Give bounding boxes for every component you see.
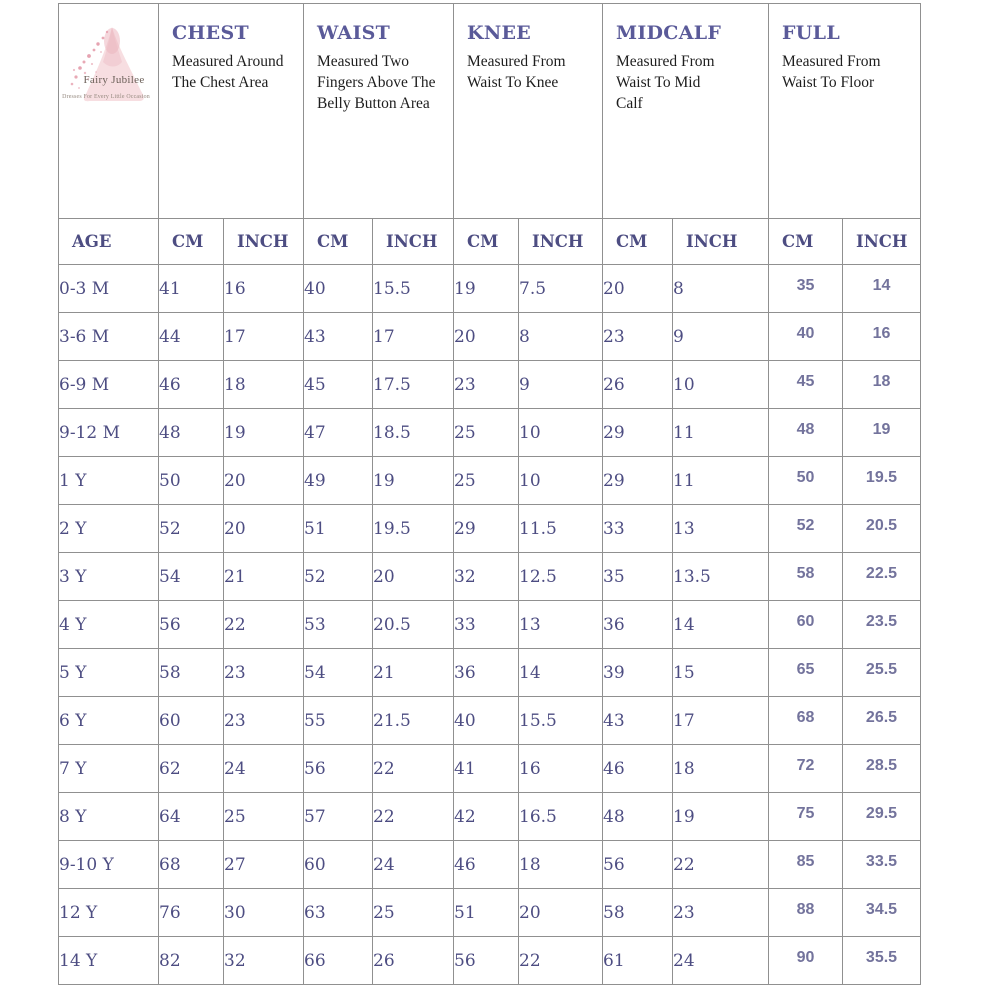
- age-cell: 4 Y: [59, 601, 159, 649]
- age-cell: 9-12 M: [59, 409, 159, 457]
- waist-cm-cell: 47: [304, 409, 373, 457]
- chest-cm-cell: 41: [159, 265, 224, 313]
- full-inch-cell: 23.5: [843, 601, 921, 649]
- brand-name: Fairy Jubilee: [83, 74, 145, 86]
- midcalf-cm-cell: 43: [603, 697, 673, 745]
- full-inch-cell: 19: [843, 409, 921, 457]
- size-row: [59, 601, 921, 649]
- waist-inch-cell: 20.5: [373, 601, 454, 649]
- waist-cm-cell: 56: [304, 745, 373, 793]
- age-cell: 9-10 Y: [59, 841, 159, 889]
- age-cell: 14 Y: [59, 937, 159, 985]
- waist-cm-cell: 53: [304, 601, 373, 649]
- waist-inch-cell: 20: [373, 553, 454, 601]
- midcalf-cm-cell: 61: [603, 937, 673, 985]
- full-inch-cell: 29.5: [843, 793, 921, 841]
- midcalf-inch-cell: 17: [673, 697, 769, 745]
- full-inch-cell: 25.5: [843, 649, 921, 697]
- age-cell: 0-3 M: [59, 265, 159, 313]
- knee-inch-cell: 20: [519, 889, 603, 937]
- measure-title: FULL: [782, 22, 840, 44]
- midcalf-inch-cell: 13.5: [673, 553, 769, 601]
- waist-inch-cell: 26: [373, 937, 454, 985]
- waist-inch-cell: 19.5: [373, 505, 454, 553]
- age-cell: 7 Y: [59, 745, 159, 793]
- full-cm-cell: 68: [769, 697, 843, 745]
- waist-cm-cell: 55: [304, 697, 373, 745]
- size-row: [59, 937, 921, 985]
- midcalf-cm-cell: 26: [603, 361, 673, 409]
- col-header-waist-cm: CM: [304, 219, 373, 265]
- full-cm-cell: 90: [769, 937, 843, 985]
- waist-cm-cell: 40: [304, 265, 373, 313]
- size-row: [59, 313, 921, 361]
- measure-description: Measured Two Fingers Above The Belly Button Area: [317, 53, 436, 113]
- waist-inch-cell: 18.5: [373, 409, 454, 457]
- knee-cm-cell: 32: [454, 553, 519, 601]
- knee-cm-cell: 29: [454, 505, 519, 553]
- midcalf-inch-cell: 10: [673, 361, 769, 409]
- col-header-chest-cm: CM: [159, 219, 224, 265]
- full-cm-cell: 50: [769, 457, 843, 505]
- knee-inch-cell: 10: [519, 409, 603, 457]
- full-inch-cell: 14: [843, 265, 921, 313]
- midcalf-cm-cell: 35: [603, 553, 673, 601]
- chest-inch-cell: 22: [224, 601, 304, 649]
- full-inch-cell: 16: [843, 313, 921, 361]
- chest-cm-cell: 82: [159, 937, 224, 985]
- knee-inch-cell: 10: [519, 457, 603, 505]
- chest-cm-cell: 52: [159, 505, 224, 553]
- full-inch-cell: 22.5: [843, 553, 921, 601]
- midcalf-cm-cell: 39: [603, 649, 673, 697]
- full-cm-cell: 40: [769, 313, 843, 361]
- chest-cm-cell: 44: [159, 313, 224, 361]
- knee-inch-cell: 22: [519, 937, 603, 985]
- waist-inch-cell: 24: [373, 841, 454, 889]
- dress-illustration: [62, 27, 150, 101]
- knee-inch-cell: 16: [519, 745, 603, 793]
- midcalf-inch-cell: 18: [673, 745, 769, 793]
- size-row: [59, 409, 921, 457]
- chest-cm-cell: 64: [159, 793, 224, 841]
- full-cm-cell: 72: [769, 745, 843, 793]
- knee-cm-cell: 25: [454, 457, 519, 505]
- full-inch-cell: 18: [843, 361, 921, 409]
- knee-inch-cell: 18: [519, 841, 603, 889]
- midcalf-cm-cell: 29: [603, 457, 673, 505]
- full-inch-cell: 28.5: [843, 745, 921, 793]
- waist-cm-cell: 51: [304, 505, 373, 553]
- midcalf-cm-cell: 33: [603, 505, 673, 553]
- age-cell: 6 Y: [59, 697, 159, 745]
- size-chart-table: [58, 3, 921, 985]
- knee-cm-cell: 33: [454, 601, 519, 649]
- chest-inch-cell: 27: [224, 841, 304, 889]
- midcalf-inch-cell: 22: [673, 841, 769, 889]
- waist-cm-cell: 66: [304, 937, 373, 985]
- size-row: [59, 697, 921, 745]
- age-cell: 6-9 M: [59, 361, 159, 409]
- chest-cm-cell: 50: [159, 457, 224, 505]
- full-inch-cell: 19.5: [843, 457, 921, 505]
- size-row: [59, 745, 921, 793]
- chest-inch-cell: 20: [224, 457, 304, 505]
- knee-cm-cell: 40: [454, 697, 519, 745]
- midcalf-inch-cell: 14: [673, 601, 769, 649]
- measure-description: Measured From Waist To Floor: [782, 53, 881, 92]
- midcalf-inch-cell: 9: [673, 313, 769, 361]
- waist-cm-cell: 43: [304, 313, 373, 361]
- waist-inch-cell: 22: [373, 745, 454, 793]
- knee-cm-cell: 42: [454, 793, 519, 841]
- measure-description: Measured Around The Chest Area: [172, 53, 284, 92]
- chest-cm-cell: 62: [159, 745, 224, 793]
- col-header-full-inch: INCH: [843, 219, 921, 265]
- knee-inch-cell: 15.5: [519, 697, 603, 745]
- midcalf-inch-cell: 19: [673, 793, 769, 841]
- full-cm-cell: 48: [769, 409, 843, 457]
- waist-inch-cell: 15.5: [373, 265, 454, 313]
- size-row: [59, 457, 921, 505]
- size-row: [59, 649, 921, 697]
- midcalf-inch-cell: 15: [673, 649, 769, 697]
- column-header-row: [59, 219, 921, 265]
- chest-inch-cell: 18: [224, 361, 304, 409]
- midcalf-inch-cell: 13: [673, 505, 769, 553]
- knee-cm-cell: 46: [454, 841, 519, 889]
- full-cm-cell: 65: [769, 649, 843, 697]
- midcalf-cm-cell: 29: [603, 409, 673, 457]
- chest-inch-cell: 16: [224, 265, 304, 313]
- col-header-age: AGE: [59, 219, 159, 265]
- chest-inch-cell: 23: [224, 649, 304, 697]
- knee-inch-cell: 16.5: [519, 793, 603, 841]
- waist-cm-cell: 49: [304, 457, 373, 505]
- waist-inch-cell: 21.5: [373, 697, 454, 745]
- chest-cm-cell: 68: [159, 841, 224, 889]
- midcalf-inch-cell: 11: [673, 409, 769, 457]
- chest-cm-cell: 58: [159, 649, 224, 697]
- midcalf-cm-cell: 48: [603, 793, 673, 841]
- waist-cm-cell: 45: [304, 361, 373, 409]
- chest-cm-cell: 48: [159, 409, 224, 457]
- measure-title: CHEST: [172, 22, 249, 44]
- age-cell: 3 Y: [59, 553, 159, 601]
- measure-header-row: [59, 4, 921, 219]
- knee-cm-cell: 19: [454, 265, 519, 313]
- full-cm-cell: 88: [769, 889, 843, 937]
- age-cell: 5 Y: [59, 649, 159, 697]
- size-row: [59, 793, 921, 841]
- knee-cm-cell: 23: [454, 361, 519, 409]
- midcalf-cm-cell: 58: [603, 889, 673, 937]
- full-inch-cell: 35.5: [843, 937, 921, 985]
- measure-header-chest: [159, 4, 304, 219]
- chest-inch-cell: 19: [224, 409, 304, 457]
- waist-inch-cell: 25: [373, 889, 454, 937]
- full-inch-cell: 26.5: [843, 697, 921, 745]
- measure-header-waist: [304, 4, 454, 219]
- size-table-body: [59, 265, 921, 985]
- size-row: [59, 505, 921, 553]
- size-row: [59, 361, 921, 409]
- midcalf-cm-cell: 36: [603, 601, 673, 649]
- waist-cm-cell: 54: [304, 649, 373, 697]
- midcalf-inch-cell: 23: [673, 889, 769, 937]
- full-cm-cell: 45: [769, 361, 843, 409]
- chest-inch-cell: 32: [224, 937, 304, 985]
- measure-header-full: [769, 4, 921, 219]
- measure-description: Measured From Waist To Mid Calf: [616, 53, 715, 113]
- waist-inch-cell: 17.5: [373, 361, 454, 409]
- chest-inch-cell: 30: [224, 889, 304, 937]
- size-row: [59, 265, 921, 313]
- full-cm-cell: 85: [769, 841, 843, 889]
- knee-cm-cell: 25: [454, 409, 519, 457]
- midcalf-inch-cell: 8: [673, 265, 769, 313]
- waist-cm-cell: 52: [304, 553, 373, 601]
- age-cell: 2 Y: [59, 505, 159, 553]
- waist-inch-cell: 17: [373, 313, 454, 361]
- full-cm-cell: 35: [769, 265, 843, 313]
- midcalf-cm-cell: 23: [603, 313, 673, 361]
- col-header-waist-inch: INCH: [373, 219, 454, 265]
- chest-inch-cell: 24: [224, 745, 304, 793]
- chest-cm-cell: 54: [159, 553, 224, 601]
- size-row: [59, 841, 921, 889]
- brand-logo: [59, 4, 157, 217]
- knee-cm-cell: 41: [454, 745, 519, 793]
- brand-tagline: Dresses For Every Little Occasion: [62, 94, 150, 100]
- knee-cm-cell: 20: [454, 313, 519, 361]
- midcalf-inch-cell: 24: [673, 937, 769, 985]
- size-row: [59, 889, 921, 937]
- full-cm-cell: 60: [769, 601, 843, 649]
- midcalf-cm-cell: 46: [603, 745, 673, 793]
- waist-inch-cell: 22: [373, 793, 454, 841]
- midcalf-cm-cell: 20: [603, 265, 673, 313]
- chest-cm-cell: 76: [159, 889, 224, 937]
- knee-inch-cell: 12.5: [519, 553, 603, 601]
- col-header-midcalf-cm: CM: [603, 219, 673, 265]
- chest-inch-cell: 17: [224, 313, 304, 361]
- col-header-knee-cm: CM: [454, 219, 519, 265]
- waist-cm-cell: 60: [304, 841, 373, 889]
- measure-title: MIDCALF: [616, 22, 722, 44]
- knee-inch-cell: 9: [519, 361, 603, 409]
- knee-cm-cell: 51: [454, 889, 519, 937]
- chest-inch-cell: 23: [224, 697, 304, 745]
- size-row: [59, 553, 921, 601]
- midcalf-inch-cell: 11: [673, 457, 769, 505]
- age-cell: 3-6 M: [59, 313, 159, 361]
- waist-inch-cell: 21: [373, 649, 454, 697]
- knee-inch-cell: 7.5: [519, 265, 603, 313]
- knee-inch-cell: 8: [519, 313, 603, 361]
- waist-cm-cell: 57: [304, 793, 373, 841]
- brand-logo-cell: [59, 4, 159, 219]
- full-inch-cell: 34.5: [843, 889, 921, 937]
- col-header-knee-inch: INCH: [519, 219, 603, 265]
- full-cm-cell: 58: [769, 553, 843, 601]
- chest-inch-cell: 20: [224, 505, 304, 553]
- measure-title: KNEE: [467, 22, 532, 44]
- col-header-full-cm: CM: [769, 219, 843, 265]
- measure-description: Measured From Waist To Knee: [467, 53, 566, 92]
- chest-cm-cell: 46: [159, 361, 224, 409]
- knee-inch-cell: 13: [519, 601, 603, 649]
- measure-header-knee: [454, 4, 603, 219]
- full-cm-cell: 52: [769, 505, 843, 553]
- midcalf-cm-cell: 56: [603, 841, 673, 889]
- full-inch-cell: 33.5: [843, 841, 921, 889]
- knee-inch-cell: 11.5: [519, 505, 603, 553]
- full-cm-cell: 75: [769, 793, 843, 841]
- measure-title: WAIST: [317, 22, 391, 44]
- age-cell: 1 Y: [59, 457, 159, 505]
- knee-inch-cell: 14: [519, 649, 603, 697]
- chest-cm-cell: 56: [159, 601, 224, 649]
- waist-cm-cell: 63: [304, 889, 373, 937]
- knee-cm-cell: 56: [454, 937, 519, 985]
- chest-cm-cell: 60: [159, 697, 224, 745]
- col-header-midcalf-inch: INCH: [673, 219, 769, 265]
- measure-header-midcalf: [603, 4, 769, 219]
- age-cell: 8 Y: [59, 793, 159, 841]
- full-inch-cell: 20.5: [843, 505, 921, 553]
- knee-cm-cell: 36: [454, 649, 519, 697]
- age-cell: 12 Y: [59, 889, 159, 937]
- chest-inch-cell: 21: [224, 553, 304, 601]
- chest-inch-cell: 25: [224, 793, 304, 841]
- col-header-chest-inch: INCH: [224, 219, 304, 265]
- waist-inch-cell: 19: [373, 457, 454, 505]
